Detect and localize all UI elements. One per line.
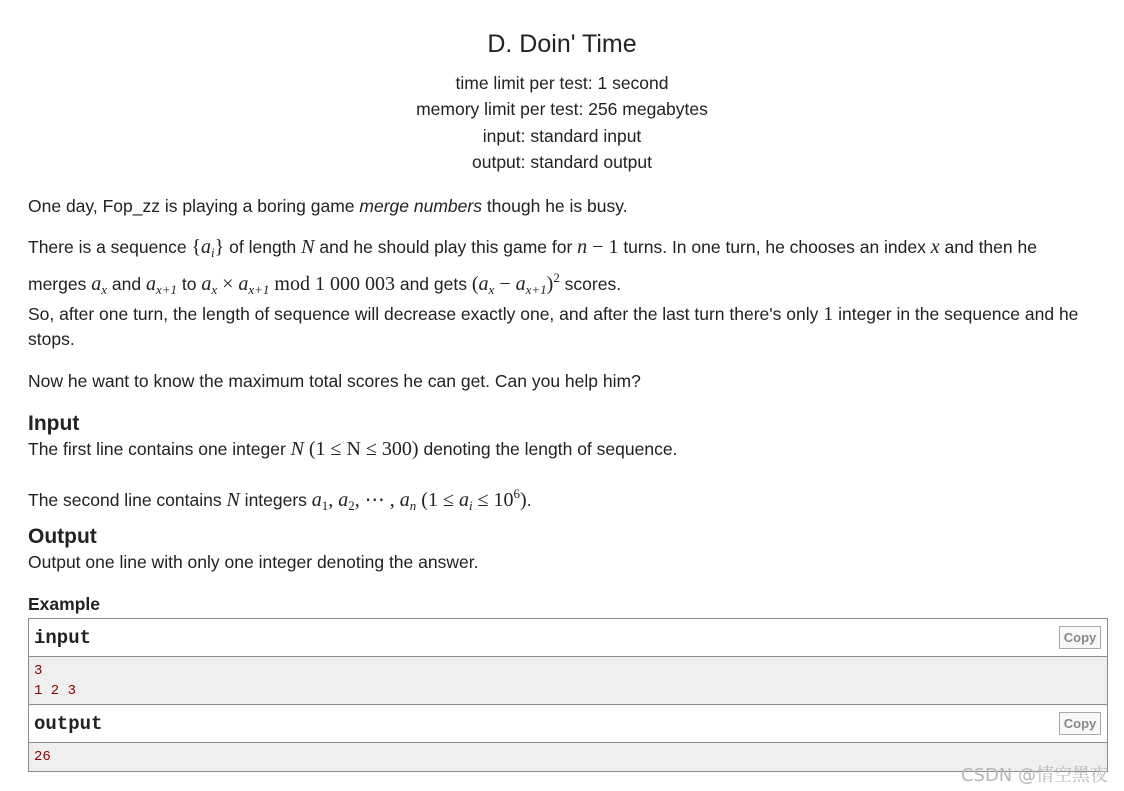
math-sup: 6 — [513, 486, 521, 501]
math-sub: x — [488, 282, 495, 297]
input-line-2 — [28, 481, 1098, 518]
math-var: a — [399, 489, 410, 511]
example-output-content — [29, 743, 1107, 771]
input-spec: input: standard input — [482, 126, 642, 146]
statement-text: integer in the sequence and he stops. — [28, 304, 1079, 349]
math-sub: x — [101, 282, 107, 297]
math-range: (1 ≤ — [416, 489, 459, 511]
statement-paragraph-4: Now he want to know the maximum total scores he can get. Can you help him? — [28, 371, 641, 391]
math-var: x — [930, 236, 940, 258]
math-range: (1 ≤ N ≤ 300) — [308, 438, 419, 460]
math-var: a — [311, 489, 322, 511]
statement-text: One day, Fop_zz is playing a boring game — [28, 196, 360, 216]
math-comma: , — [328, 489, 339, 511]
example-input-box — [28, 618, 1108, 706]
statement-paragraph-2 — [28, 235, 1098, 302]
example-input-content — [29, 657, 1107, 705]
math-mod: mod 1 000 003 — [269, 273, 395, 295]
example-output-box — [28, 704, 1108, 772]
statement-text: and he should play this game for — [314, 237, 578, 257]
input-text: The first line contains one integer — [28, 439, 291, 459]
statement-text: and gets — [394, 274, 472, 294]
statement-text: turns. In one turn, he chooses an index — [618, 237, 931, 257]
math-var: n — [577, 236, 588, 258]
math-sub: x+1 — [248, 282, 270, 297]
math-expr: − 1 — [587, 236, 619, 258]
statement-paragraph-3 — [28, 302, 1098, 352]
math-num: 1 — [823, 303, 834, 325]
math-sub: i — [468, 498, 473, 513]
statement-paragraph-1 — [28, 194, 1098, 219]
example-output-header — [29, 705, 1107, 743]
statement-text: of length — [224, 237, 302, 257]
example-label: Example — [28, 594, 100, 614]
math-op: − — [494, 273, 516, 295]
statement-text: to — [176, 274, 202, 294]
math-var: a — [91, 273, 102, 295]
math-var: a — [478, 273, 489, 295]
math-sub: n — [409, 498, 417, 513]
math-var: N — [290, 438, 304, 460]
input-text: denoting the length of sequence. — [418, 439, 678, 459]
math-dots: , ⋯ , — [354, 489, 400, 511]
input-heading: Input — [28, 412, 80, 435]
math-var: a — [338, 489, 349, 511]
output-spec: output: standard output — [472, 152, 652, 172]
input-text: . — [526, 490, 532, 510]
example-output-line: 26 — [34, 749, 51, 765]
statement-text: So, after one turn, the length of sequence will decrease exactly one, and after the last turn there's only — [28, 304, 824, 324]
math-brace: { — [191, 236, 202, 258]
statement-emphasis: merge numbers — [359, 196, 482, 216]
math-sub: i — [211, 245, 215, 260]
statement-text: scores. — [559, 274, 622, 294]
input-line-1 — [28, 437, 1098, 462]
statement-text: though he is busy. — [481, 196, 628, 216]
math-var: a — [201, 236, 212, 258]
math-var: a — [458, 489, 469, 511]
example-output-title: output — [34, 713, 103, 735]
math-var: a — [201, 273, 212, 295]
math-var: a — [145, 273, 156, 295]
math-range: ) — [520, 489, 527, 511]
math-sub: 2 — [348, 498, 355, 513]
statement-text: There is a sequence — [28, 237, 192, 257]
math-sup: 2 — [553, 270, 560, 285]
math-sub: 1 — [321, 498, 329, 513]
math-var: a — [238, 273, 249, 295]
math-paren: ) — [546, 273, 554, 295]
output-line: Output one line with only one integer denoting the answer. — [28, 552, 479, 572]
math-paren: ( — [471, 273, 479, 295]
csdn-watermark: CSDN @情空黑夜 — [960, 765, 1108, 786]
math-var: N — [301, 236, 315, 258]
input-text: integers — [239, 490, 312, 510]
math-var: N — [226, 489, 240, 511]
math-var: a — [515, 273, 526, 295]
time-limit: time limit per test: 1 second — [455, 73, 669, 93]
statement-text: and — [107, 274, 146, 294]
math-sub: x — [211, 282, 218, 297]
math-brace: } — [214, 236, 225, 258]
math-range: ≤ 10 — [472, 489, 514, 511]
math-op: × — [217, 273, 239, 295]
memory-limit: memory limit per test: 256 megabytes — [416, 99, 708, 119]
statement-text: and then he merges — [28, 237, 1037, 294]
copy-input-button[interactable]: Copy — [1059, 626, 1101, 649]
input-text: The second line contains — [28, 490, 227, 510]
math-sub: x+1 — [525, 282, 547, 297]
problem-title: D. Doin' Time — [487, 30, 637, 58]
example-input-line: 3 — [34, 663, 43, 679]
copy-output-button[interactable]: Copy — [1059, 712, 1101, 735]
example-input-line: 1 2 3 — [34, 683, 77, 699]
output-heading: Output — [28, 525, 97, 548]
example-input-header — [29, 619, 1107, 657]
example-input-title: input — [34, 627, 92, 649]
math-sub: x+1 — [155, 282, 177, 297]
